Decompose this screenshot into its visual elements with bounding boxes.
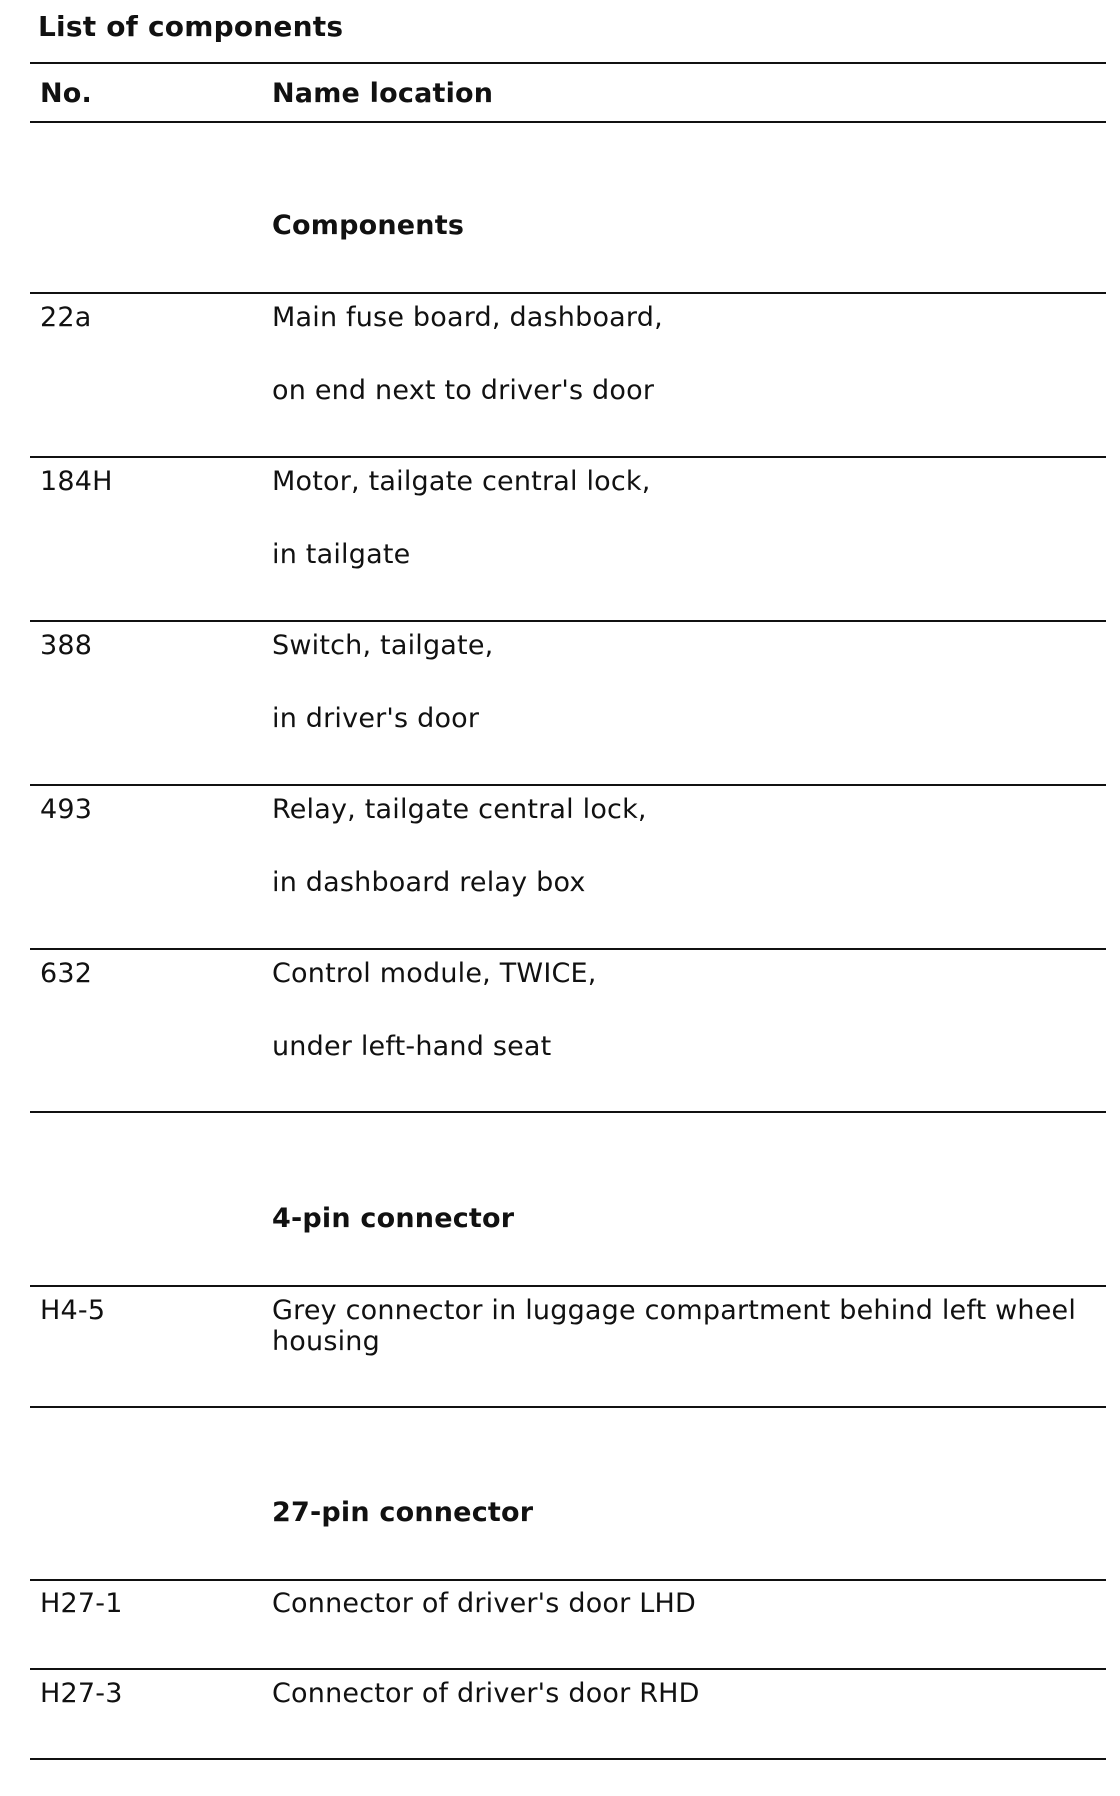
divider [30,784,1106,786]
row-location: in driver's door [272,703,480,734]
divider [30,1668,1106,1670]
column-header-name-location: Name location [272,78,494,109]
row-name: Connector of driver's door RHD [272,1678,700,1709]
row-number: H27-1 [40,1588,123,1619]
row-location: in dashboard relay box [272,867,586,898]
section-heading-27-pin-connector: 27-pin connector [272,1497,534,1528]
divider [30,292,1106,294]
divider [30,620,1106,622]
row-name: Grey connector in luggage compartment behind left wheel [272,1295,1077,1326]
row-name: Control module, TWICE, [272,958,597,989]
divider [30,1285,1106,1287]
row-number: H4-5 [40,1295,106,1326]
row-name: Main fuse board, dashboard, [272,302,663,333]
divider [30,1579,1106,1581]
section-heading-4-pin-connector: 4-pin connector [272,1203,515,1234]
row-name: Switch, tailgate, [272,630,494,661]
page-title: List of components [38,10,344,43]
divider [30,62,1106,64]
row-number: 22a [40,302,92,333]
row-number: 493 [40,794,93,825]
divider [30,1406,1106,1408]
section-heading-components: Components [272,210,465,241]
divider [30,948,1106,950]
row-name: Relay, tailgate central lock, [272,794,647,825]
divider [30,1111,1106,1113]
row-number: H27-3 [40,1678,123,1709]
row-number: 184H [40,466,113,497]
divider [30,456,1106,458]
column-header-no: No. [40,78,93,109]
row-location: in tailgate [272,539,411,570]
row-location: housing [272,1326,380,1357]
row-name: Motor, tailgate central lock, [272,466,651,497]
row-location: on end next to driver's door [272,375,655,406]
row-name: Connector of driver's door LHD [272,1588,696,1619]
row-number: 632 [40,958,93,989]
row-location: under left-hand seat [272,1031,552,1062]
row-number: 388 [40,630,93,661]
divider [30,1758,1106,1760]
divider [30,121,1106,123]
